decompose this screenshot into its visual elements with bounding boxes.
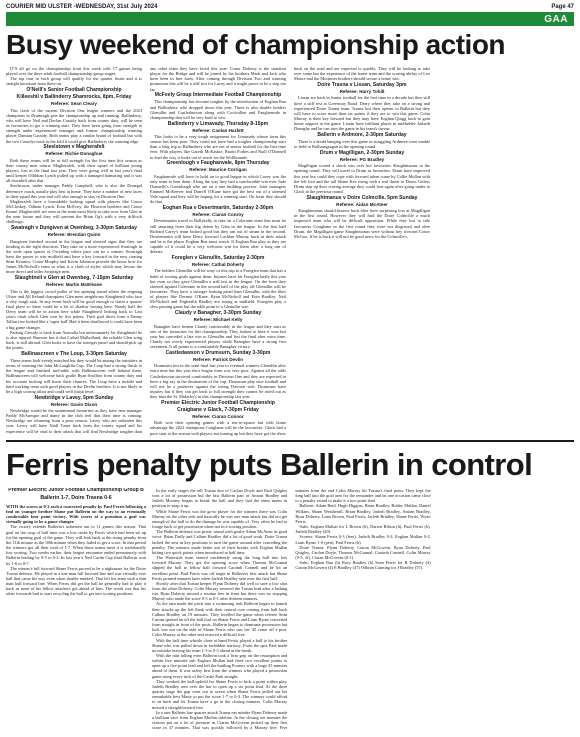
story1-headline: Busy weekend of championship action [6,30,506,60]
story2-headline: Ferris penalty puts Ballerin in control [6,448,533,482]
fixture-paragraph: Lissan are back in Junior football for the first time in a decade but they still have a stiff test at Greenway Road. Derry where they take on a strong and experienced Doire Trasna team. Trasna lost their opener to Ballerin but they will have to score more than six points if they are to win this game. Colm Murray is their key forward but they may have Eoghan Quigg back to gain home support in the game. Lissan have brilliant player in midfielder Jarlaith Donaghy and he can turn the game in his team's favour. [294,95,430,132]
referee-line: Referee: Patrick Devlin [192,356,244,362]
fixture-heading: Greenlough v Faughanvale, 8pm Thursday [166,160,270,167]
report-paragraph: Subs: Eoghan Mullan for L Brown (h), Darren Bilson (h), Paul Ferris (h), Jarleth Bradley (49). [295,524,431,535]
story2-lead-column [6,488,146,730]
referee-line: Referee: Ciaran Connor [192,413,244,419]
report-paragraph: Subs: Eoghan Rua (h) Rory Bradley (h) Sean Ferris for R Doherty (4) Ciaran McGovern (4) E Bradley (47) Odhran Cunning for J Bradley (57). [295,560,431,571]
competition-heading: O'Neill's Senior Football Championship [26,87,122,94]
report-paragraph: The Waterside team started confidently using the long ball into key forward Murray. They got the opening score when Thomas McGonnal slipped the ball to fellow half forward Caoimh Connell and he hit an excellent point. Paul Ferris was off target in Ballerin's first attack but Shane Ferris pointed minutes later when Jarleth Bradley sent over the first half. [152,555,288,581]
intro-paragraph: IT'S all go on the championship front this week with 17 games being played over the three adult football championship group stages. [6,66,142,77]
story2-lead: WITH the scores at 0-3 each a converted penalty by Paul Ferris following a foul on younger brother Shane put Ballerin on the way to an eventually comfortable four point victory. With scores at a premium a goal was virtually going to be a game changer. [6,503,146,525]
competition-label: Premier Electric Junior Football Championship Group B [8,488,144,493]
fixture-heading: Castledawson v Drumsurn, Sunday 3-30pm [165,349,271,356]
fixture-heading: Drum v Magilligan, 2-30pm Sunday [319,149,405,156]
fixture-heading: Foreglen v Glenullin, Saturday 2-30pm [171,254,265,261]
fixture-heading: Ballinderry v Limavady, Thursday 8-15pm [167,120,269,127]
fixture-heading: Eoghan Rua v Desertmartin, Saturday 2-30pm [162,205,274,211]
report-paragraph: Shortly after that Trasna keeper Flynn Doherty did well to save a low shot from the other Doherty. Colin Murray restored the Trasna lead after a lashing run. Ryan Doherty missed a routine free in front but there was no stopping Murray who made the score 0-3 to 0-1 after thirteen minutes. [152,580,288,602]
fixture-heading: Claudy v Banagher, 3-30pm Sunday [174,310,262,317]
report-paragraph: The Ballerin defence was pretty sound with goalie Adam McAteer in good voice, Brian Duffy and Callum Bradley did a lot of good work. Doire Trasna lacked the zest in key positions to turn the game around after conceding the penalty. The winners made better use of their breaks with Eoghan Mullan hitting two quick points when introduced at half time. [152,529,288,555]
report-paragraph: With the half time whistle close at hand Ferris played a ball to his brother Shane who was pulled down in forbidden territory. From the spot Paul made no mistake leaving his team 1-3 to 0-3 ahead at the break. [152,637,288,653]
referee-line: Referee: Sean Cleary [51,101,97,107]
fixture-heading: McFeely Group Intermediate Football Championship [154,92,282,99]
report-paragraph: The victory extends Ballerin's unbeaten run to 11 games this season. That goal on the cusp of half time was a low strike by Ferris which had been set up for the opening goal of the game. They will look back at the rising penalty from the 11th minute as the 58th minute when they failed to get a score. In that period the winners got all their total of 1-7. When those teams meet it is traditionally low scoring. Two weeks earlier, their league encounter ended prematurely with Ballerin leading by 0-5 to 0-2. In last year's Neil Carlin Cup final Ballerin won by 1-6 to 0-7. [6,524,146,566]
report-paragraph: With the rain falling even Ballerin took a firm grip on the resumption and within five minutes sub Eoghan Mullan had fired two excellent points to open up a five point lead and left the battling Pourers with a huge 25 minutes ahead of them. It was safety first from the winners who played a possession game using every inch of the Castle Park straight. [152,653,288,679]
fixture-paragraph: Magilligan scored a shock win over hot favourites Slaughtmanus in the opening round. They will travel to Drum as favourites. Drum have improved this year but could they cope with forward talent come by Collie Mullan with the left foot and the tall Shane Kee rising with a real threat to Drum. Unless Drum step up their scoring average they could lose again after going under to Glack in the previous round. [294,163,430,195]
fixture-paragraph: Newbridge would be the sentimental favourites as they have new manager Paddy McAnespie and many in the club feel that their time is coming. Newbridge are returning from a poor season. Lavey who are unbeaten this year. Lavey will have Niall Toner back from the county squad and his experience will be vital to their attack that will find Newbridge tougher than any other team they have faced this year. Conor Doherty is the standout player for the Bridge and will be joined by his brothers Mark and Jack who have been in fine form. After coming through Division Two and winning promotion this will be a stiff test for Lavey and it might prove to be a step too far. [6,66,286,434]
story1-body [6,66,574,436]
intro-paragraph: The top four in each group will qualify for the quarter finals and it is straight knockout from there on. [6,76,142,87]
referee-line: Referee: Caolan Hazlett [192,127,244,133]
referee-line: Referee: Martin McEleane [46,282,102,288]
story2-lead-body [6,524,146,596]
report-paragraph: In a rare Ballerin late quarter attack Trasna net minder Flynn Doherty made a brilliant save from Eoghan Mullan sideline. In the closing ten minutes the visitors put on a lot of pressure as Ciaran McGovern picked up their first score in 37 minutes. That was quickly followed by a Murray free. Five minutes from the end Colin Murray hit Trasna's final point. They kept the long ball into the goal area for the remainder and on one occasion came close to a penalty award to make it a two point lead. [152,488,431,731]
fixture-paragraph: This championship has become tougher by the introduction of Eoghan Rua and Ballinderry who dropped down this year. There is also double holders Glenullin and Castledawson along with Coolcullen and Faughanvale in championship that will be very hard to win. [150,99,286,120]
fixture-paragraph: Padraig Cassidy is back from Australia but unfortunately for Slaughtneil he is also injured. Rumour has it that Cathal Mulholland, the reliable Glen wing back, is still abroad. Glen looks to have the stronger panel and should pick up the points. [6,329,142,351]
referee-line: Referee: Maurice Corrigan [189,167,247,173]
referee-line: Referee: Brendan Quinn [47,232,101,238]
fixture-paragraph: This clash of the current Division One league winners and the 2023 champions in Drumragh gets the championship up and running. Ballinderry, who will have Neil and Declan Cassidy back from county duty, will be seen as favourites to get a winning start. They have been going from strength to strength under experienced manager and former championship winning player Damian Cassidy. Both teams play a similar brand of football but with the two Cassidys back in the fold it could give Ballinderry the winning edge. [6,107,142,144]
fixture-heading: Slaughtneil v Glen at Owenbeg, 7-15pm Saturday [14,275,134,282]
referee-line: Referee: Richie Donaghue [45,151,103,157]
fixture-heading: Killeeshil v Ballinderry Shamrocks, 8pm, Friday [16,94,132,101]
fixture-paragraph: Both these teams will be at full strength for the first time this season as their county men return. Magherafelt, with their squad of brilliant young players, lost in the final last year. They were going well in last year's final until keeper Oilibhan Lynch pulled up with a damaged hamstring and it was all downhill after that. [6,157,142,184]
fixture-paragraph: Faughanvale will have to hold on to good league in which Lavey was the only team to beat them. Along the way they had a comfortable win over Jude Donnelly's Greenlough who are on a rare building process. Joint managers Emmett McKeever and Darrell O'Kane have got the best out of a talented Vale squad and they will be hoping for a winning start. On form they should do that. [150,173,286,205]
fixture-paragraph: This is the biggest crowd puller of the opening round where the reigning Ulster and All Ireland champions Glen meet neighbours Slaughtneil who face a very tough task. In any event both will be good enough to claim a quarter final place so there could be a bit of shadow boxing here. Nearly half the Derry team will be in action here while Slaughtneil looking back to Last year's clash which Glen won by five points. Their goal direct from a Danny Tallon free looked like a 'super ball' Had it been disallowed it could have been a big game changer. [6,288,142,330]
report-paragraph: Scorers: Shane Ferris 0-3 (free), Jarleth Bradley 0-2, Eoghan Mullan 0-2, Liam Byrne 1-0 (pen), Paul Ferris (h). [295,534,431,545]
section-banner [6,12,574,26]
fixture-heading: Craigbane v Glack, 7-30pm Friday [177,406,259,413]
fixture-paragraph: Banagher have beaten Claudy comfortably in the league and they start as one of the favourites for this championship. They looked to have it won last year but conceded a late win to Glenullin and lost the final after extra time. Claudy not overly experienced players while Banagher have a strong first seventeen. It all points to a comfortable Banagher victory. [150,323,286,350]
fixture-paragraph: Slaughtmanus should bounce back after their surprising loss at Magilligan in the first round. However they will find the Doire Colmcille a much improved team who will be difficult opposition. While they lost to title favourites Craigbane in the first round they were not disgraced and after Drum, the Magilligan game Slaughtmanus were without key forward Conor McGoo. If he is back it will not be good news for the Colmcille's. [294,208,430,239]
report-paragraph: They worked the ball upfield for Shane Ferris to kick a point within play. Jarleth Bradley sent over the bar to open up a six point lead. At the three quarter stage the gap went out to seven when Shane Ferris pulled out his remarkable best Marty to put the score 1-7 to 0-3. The winners could afford to sit back and let Trasna have a go in the closing minutes. Colin Murray missed a straightforward free. [152,678,288,710]
story2-body [152,488,574,732]
fixture-paragraph: Steelstown, under manager Paddy Campbell, who is also the Donegal defensive coach, usually play best at home. They have a number of new faces in their squad this year and will also enough to stay in Division One. [6,183,142,199]
page-header [6,2,574,12]
fixture-heading: Newbridge v Lavey, 5pm Sunday [34,394,114,401]
report-paragraph: Ballerin: Adam Reid, Hugh Higgins, Brian Bradley, Bobby Mullan, Daniel Wilkins, Shane Weatherall, Brian Bradley, Jarleth Bradley, Antoin Bradley, Ryan Doherty, Liam Brown, Paul Ferris, Jarleth Bradley, Shane Ferris, Wyatt Ferris. [295,503,431,524]
referee-line: Referee: Harry Tohill [339,89,385,95]
section-label: GAA [544,13,568,25]
referee-line: Referee: Cathal Doherty [191,262,245,268]
fixture-paragraph: This looks to be a very tough assignment for Limavady whose form this season has been poor. They could not have had a tougher championship start than a long trip to Ballinderry who are out of senior football for the first time ever. With players like Gareth McKaskie, Ruairi Forbes and Niall O'Donnell to lead the way it looks out of reach for the Wolfhounds. [150,133,286,160]
referee-line: Referee: Gavin Dixon [50,401,98,407]
fixture-paragraph: Drumsurn lost in the semi final last year to eventual winners Glenullin after extra time but this year their league form was very poor. Against all the odds Castledawson survived comfortably in Division One and they are expected to have a big say in the destination of the cup. Drumsurn play nice football and will not be a pushover against the strong Dawson side. Drumsurn have injuries but if they can get back to full strength they cannot be ruled out as they beat the St. Malachy's in this championship last year. [150,363,286,400]
referee-line: Referee: Ciaran Conroy [192,212,244,218]
fixture-paragraph: There is a doubt hanging over this game as struggling Ardmore were unable to field to Ballynagaugan in the opening round. [294,139,430,150]
page-number: Page 47 [551,4,574,10]
report-paragraph: In the early stages the tall Trasna duo of Caolan Doyle and Paul Quigley won a lot of possession but the fast Ballerin pair of Antoin Bradley and Jarleth Mooney began to break the ball and they had the team mates in position to snap it up. [152,488,288,509]
fixture-heading: Slaughtmanus v Doire Colmcille, 5pm Sunday [306,194,418,201]
report-paragraph: The winner's full forward Shane Ferris proved to be a nightmare for the Doire Trasna defence. He played in a one man full forward line and was virtually ever ball that came his way even when double marked. That left his team with a thin man half forward line. When Ferris did get the ball he generally had to play it back as none of his fellow attackers got ahead of him. The result was that his other forwards had to start recycling the ball to get into scoring positions. [6,565,146,597]
referee-line: Referee: PG Bradley [339,156,385,162]
fixture-heading: Doire Trasna v Lissan, Saturday 3pm [317,81,407,88]
fixture-paragraph: The holders Glenullin will be wary of this trip to a Foreglen team that has a habit of scoring goals against them. Injuries have hit Foreglen badly this year but even so they gave Glenullin a stiff test in the league. On the form they showed against Coleraine in the second half of the play off Glenullin will be favourites. They have a stronger looking panel than Glenullin, with the likes of players like Dermot O'Kane, Ryan McNicholl and Eoin Bradley. Neil McNicholl and Tirghealth Bradley are strong at midfield. Foreglen play a slow passing game but the odds point to a Glenullin win. [150,268,286,310]
fixture-heading: Ballinascreen v The Loup, 3-30pm Saturday [21,350,127,357]
fixture-paragraph: Magherafelt have a formidable looking squad with players like Conor McCloskey, Odhran Lynch, Eoin McEvoy, the Heavron brothers and Conor Keane. Magherafelt are seen as the team most likely to take over from Glen in the near future and they will present the Brian Og's with a very difficult challenge. [6,198,142,225]
fixture-heading: Steelstown v Magherafelt [43,144,105,151]
masthead: COURIER MID ULSTER -WEDNESDAY, 31st July 2024 [6,4,158,10]
fixture-paragraph: These teams look evenly matched but they would be among the outsiders in terms of winning the John McLaughlin Cup. The Loup had a strong finish to the league and finished mid-table with Ballinascreen well behind them. Ballinascreen will welcome back goalie Ryan Scullion from county duty and his accurate kicking will boost their chances. The Loup have a mobile and hard working team with good players in the Devlin brothers. It is not likely to be a high scoring affair and could well finish level. [6,357,142,394]
referee-line: Referee: Michael Kelly [193,317,243,323]
report-paragraph: As the rain made the pitch into a swimming rink Ballerin began to launch their attacks up the left flank with their central core coming from half back Callum Bradley on 19 minutes. They levelled the game when referee Sean Curran spotted an off the ball foul on Shane Ferris and Liam Byrne converted from straight in front of the posts. Ballerin began to dominate possession but luck was not on the side of Shane Ferris who saw his '45 come off a post. Colin Murray at the other end restored a difficult free. [152,601,288,638]
story-divider [6,440,574,442]
match-score: Ballerin 1-7, Doire Trasna 0-6 [40,494,112,501]
report-paragraph: While Shane Ferris was the go-to player for the winners there was Colin Murray on the other side and basically he was one man attack but did not get enough of the ball to do the damage he was capable of. Very often he had to forage back to get possession when not in a scoring position. [152,508,288,530]
fixture-heading: Premier Electric Junior Football Championship [161,399,275,406]
fixture-paragraph: Dungiven finished second in the league and showed signs that they are heading in the right direction. They take on a more experienced Swatragh in the wide open spaces of Owenbeg where pace can be a winner. Swatragh have the power to win midfield and have a key forward in the new coming Sean Kearney. Conor Murphy and Kevin Johnston provide the know how for James McNicholl's team in what is a clash of styles which may favour the more direct and taller Swatragh men. [6,238,142,275]
referee-line: Referee: Aidan McAteer [336,201,388,207]
fixture-paragraph: Desertmartin travel to Ballykelly to take on a Coleraine team that must be still smarting from their big defeat by Glen in the league. In the first half Richard Carey's team looked good but they ran out of steam in the second. Desertmartin will have Derry forward Lachlan Murray back in their attack and he is the player Eoghan Rua must watch. If Eoghan Rua play as they are capable of it could be a very welcome win for them after a long run of defeats. [150,218,286,255]
fixture-paragraph: Both won their opening games with a ten-to-square but with home advantage the 2022 champions Craigbane will be the favourites. Glack had a poor start to the season with players not turning up but they have got the show back on the road and are expected to qualify. They will be looking to take over some but the experience of the home team and the scoring ability of Leo Moore and the Mortimer brothers should secure a home win. [150,66,430,436]
fixture-heading: Ballerin v Ardmore, 2-30pm Saturday [317,131,407,138]
fixture-heading: Swatragh v Dungiven at Owenbeg, 3-30pm Saturday [11,225,137,232]
report-paragraph: Doire Trasna: Flynn Doherty, Ciaran McGovern, Ryan Doherty, Paul Quigley, Caolan Doyle, Thomas McGonnal, Caoimh Connell, Colin Murray (0-5, 4f), Ciaran McGovern (0-1). [295,544,431,561]
